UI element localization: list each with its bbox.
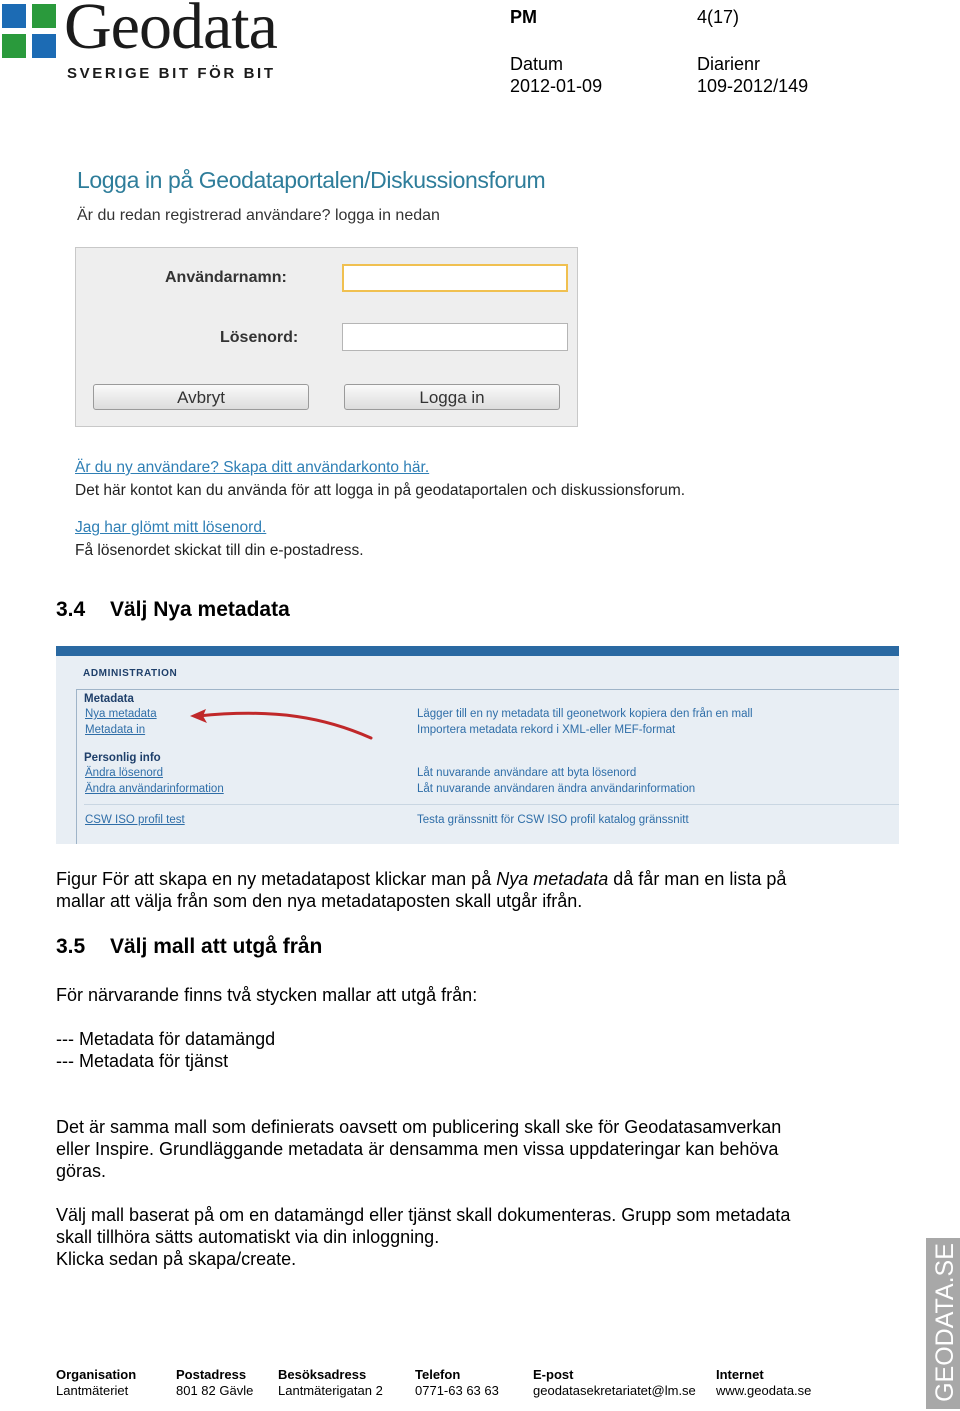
admin-link-metadata-import[interactable]: Metadata in [85,724,146,736]
paragraph-line: göras. [56,1161,107,1181]
section-title: Välj mall att utgå från [110,935,323,958]
admin-desc-change-userinfo: Låt nuvarande användaren ändra användarinformation [417,783,696,795]
admin-group-metadata: Metadata [84,693,134,705]
admin-title: ADMINISTRATION [83,668,178,679]
footer-value-visit: Lantmäterigatan 2 [278,1383,383,1398]
section-heading-34 [56,598,290,622]
footer-label-phone: Telefon [415,1367,461,1382]
admin-link-change-userinfo[interactable]: Ändra användarinformation [85,783,224,795]
admin-link-csw-test[interactable]: CSW ISO profil test [85,814,185,826]
admin-group-personal: Personlig info [84,752,161,764]
paragraph-line: Det är samma mall som definierats oavsett om publicering skall ske för Geodatasamverkan [56,1117,782,1137]
footer-label-postal: Postadress [176,1367,247,1382]
create-account-text: Det här kontot kan du använda för att logga in på geodataportalen och diskussionsforum. [75,482,686,499]
paragraph-line: skall tillhöra sätts automatiskt via din inloggning. [56,1227,440,1247]
admin-desc-change-password: Låt nuvarande användare att byta lösenord [417,767,637,779]
caption-text: då får man en lista på [608,869,787,889]
logo-squares-icon [2,4,56,58]
template-option: --- Metadata för tjänst [56,1051,229,1071]
caption-emphasis: Nya metadata [496,869,609,889]
date-label: Datum [510,54,564,74]
paragraph-line: Klicka sedan på skapa/create. [56,1249,297,1269]
admin-top-bar [56,646,899,656]
section-number: 3.4 [56,598,86,621]
login-title: Logga in på Geodataportalen/Diskussionsforum [77,167,546,193]
section-title: Välj Nya metadata [110,598,290,621]
username-label: Användarnamn: [165,269,287,286]
forgot-password-text: Få lösenordet skickat till din e-postadress. [75,542,364,559]
side-badge-text: GEODATA.SE [931,1243,959,1402]
paragraph-line: eller Inspire. Grundläggande metadata är densamma men vissa uppdateringar kan behöva [56,1139,779,1159]
admin-desc-csw-test: Testa gränssnitt för CSW ISO profil katalog gränssnitt [417,814,689,826]
login-subtitle: Är du redan registrerad användare? logga in nedan [77,207,440,224]
username-input[interactable] [342,264,568,292]
red-arrow-icon [186,704,376,744]
admin-link-new-metadata[interactable]: Nya metadata [85,708,157,720]
section-number: 3.5 [56,935,86,958]
admin-panel [56,646,899,844]
figure-caption-line1 [56,868,786,890]
page-number: 4(17) [697,7,740,27]
create-account-link[interactable]: Är du ny användare? Skapa ditt användarkonto här. [75,459,430,476]
reg-value: 109-2012/149 [697,76,809,96]
footer-value-email: geodatasekretariatet@lm.se [533,1383,696,1398]
login-form [75,247,578,427]
divider [76,689,77,844]
forgot-password-link[interactable]: Jag har glömt mitt lösenord. [75,519,267,536]
cancel-button[interactable]: Avbryt [93,384,309,410]
template-option: --- Metadata för datamängd [56,1029,276,1049]
section-heading-35 [56,935,322,959]
doc-type: PM [510,7,537,27]
footer-value-postal: 801 82 Gävle [176,1383,254,1398]
admin-desc-metadata-import: Importera metadata rekord i XML-eller MEF-format [417,724,676,736]
admin-link-change-password[interactable]: Ändra lösenord [85,767,163,779]
template-intro: För närvarande finns två stycken mallar att utgå från: [56,985,478,1005]
password-input[interactable] [342,323,568,351]
password-label: Lösenord: [220,329,299,346]
footer-label-internet: Internet [716,1367,764,1382]
paragraph-line: Välj mall baserat på om en datamängd eller tjänst skall dokumenteras. Grupp som metadata [56,1205,791,1225]
footer-value-internet: www.geodata.se [716,1383,812,1398]
divider [76,689,899,690]
reg-label: Diarienr [697,54,761,74]
logo-wordmark: Geodata [64,0,277,63]
geodata-side-badge [926,1238,960,1409]
footer-label-visit: Besöksadress [278,1367,367,1382]
geodata-logo [0,0,320,90]
footer-label-email: E-post [533,1367,574,1382]
figure-caption-line2: mallar att välja från som den nya metadataposten skall utgår ifrån. [56,891,583,911]
date-value: 2012-01-09 [510,76,603,96]
divider [84,804,899,805]
footer-label-organisation: Organisation [56,1367,137,1382]
logo-tagline: SVERIGE BIT FÖR BIT [67,65,276,82]
login-button[interactable]: Logga in [344,384,560,410]
admin-desc-new-metadata: Lägger till en ny metadata till geonetwork kopiera den från en mall [417,708,753,720]
footer-value-phone: 0771-63 63 63 [415,1383,499,1398]
caption-text: Figur För att skapa en ny metadatapost klickar man på [56,869,497,889]
footer-value-organisation: Lantmäteriet [56,1383,129,1398]
